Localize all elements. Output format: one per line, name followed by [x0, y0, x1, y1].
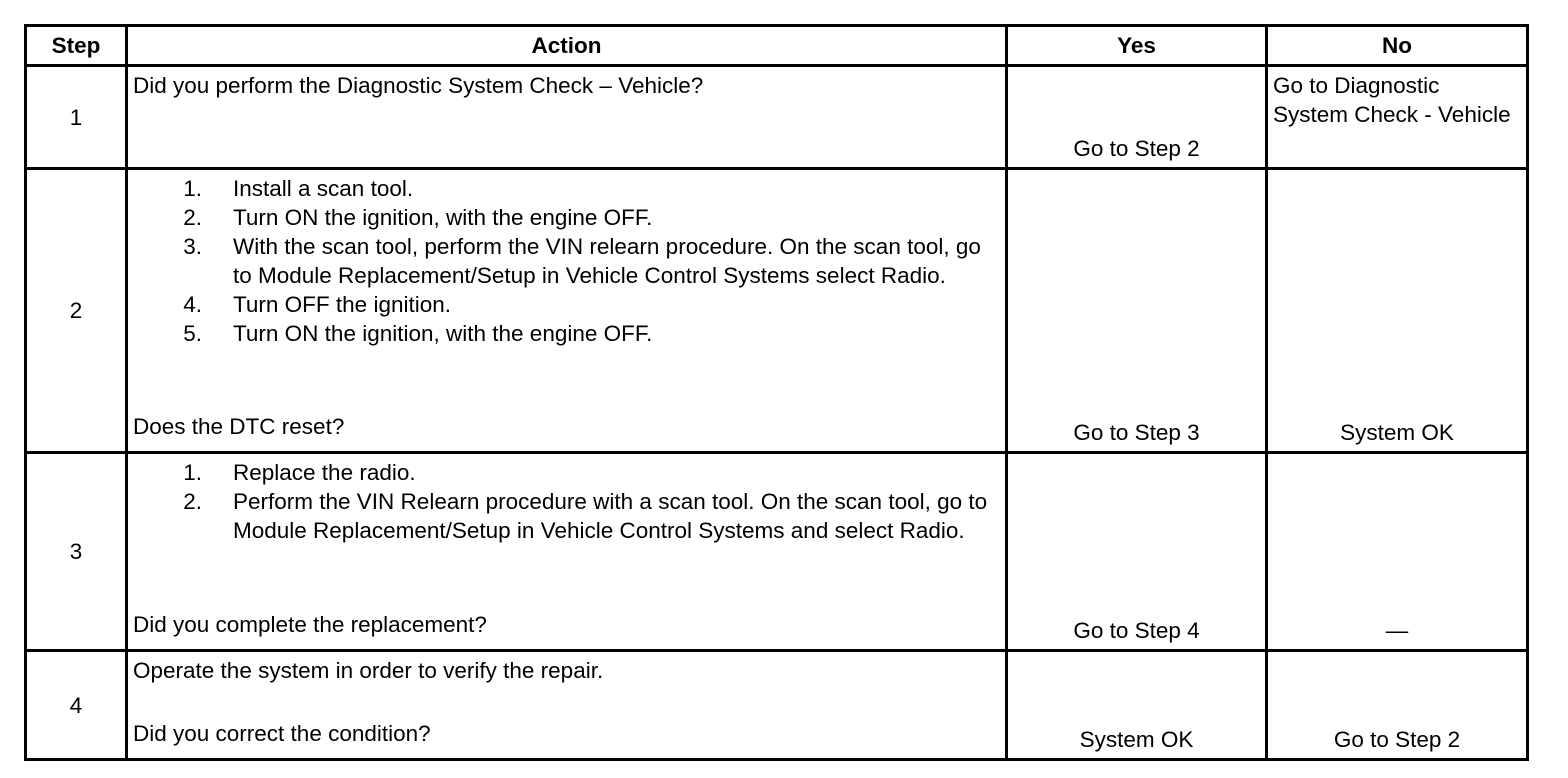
- no-cell: System OK: [1267, 169, 1528, 453]
- substep-number: 1.: [183, 176, 202, 201]
- table-row: [26, 453, 1528, 651]
- header-yes: Yes: [1007, 26, 1267, 66]
- step-number: 1: [26, 66, 127, 169]
- action-text: Operate the system in order to verify the repair.: [133, 658, 604, 683]
- table-row: [26, 169, 1528, 453]
- substep-list: [133, 174, 997, 348]
- diagnostic-table: [24, 24, 1529, 761]
- substep-text: Turn OFF the ignition.: [233, 292, 452, 317]
- substep-text: With the scan tool, perform the VIN relearn procedure. On the scan tool, go to Module Replacement/Setup in Vehicle Control Systems select Radio.: [233, 234, 981, 288]
- no-cell: Go to Diagnostic System Check - Vehicle: [1267, 66, 1528, 169]
- substep-number: 1.: [183, 460, 202, 485]
- substep-number: 5.: [183, 321, 202, 346]
- header-action: Action: [127, 26, 1007, 66]
- action-text: Did you perform the Diagnostic System Check – Vehicle?: [133, 73, 704, 98]
- substep-list: [133, 458, 997, 545]
- list-item: [133, 458, 997, 487]
- action-cell: [127, 169, 1007, 453]
- yes-cell: Go to Step 4: [1007, 453, 1267, 651]
- substep-number: 4.: [183, 292, 202, 317]
- action-question: Does the DTC reset?: [133, 414, 345, 439]
- list-item: [133, 203, 997, 232]
- header-no: No: [1267, 26, 1528, 66]
- no-cell: Go to Step 2: [1267, 651, 1528, 760]
- substep-text: Perform the VIN Relearn procedure with a scan tool. On the scan tool, go to Module Replacement/Setup in Vehicle Control Systems and select Radio.: [233, 489, 988, 543]
- substep-text: Turn ON the ignition, with the engine OFF.: [233, 321, 653, 346]
- substep-number: 2.: [183, 489, 202, 514]
- list-item: [133, 232, 997, 290]
- action-question: Did you complete the replacement?: [133, 612, 487, 637]
- list-item: [133, 290, 997, 319]
- step-number: 4: [26, 651, 127, 760]
- step-number: 2: [26, 169, 127, 453]
- yes-cell: System OK: [1007, 651, 1267, 760]
- list-item: [133, 174, 997, 203]
- substep-text: Replace the radio.: [233, 460, 416, 485]
- list-item: [133, 487, 997, 545]
- action-cell: [127, 453, 1007, 651]
- action-cell: [127, 651, 1007, 760]
- table-row: [26, 66, 1528, 169]
- no-cell: —: [1267, 453, 1528, 651]
- header-step: Step: [26, 26, 127, 66]
- yes-cell: Go to Step 3: [1007, 169, 1267, 453]
- table-row: [26, 651, 1528, 760]
- header-row: [26, 26, 1528, 66]
- substep-text: Turn ON the ignition, with the engine OFF.: [233, 205, 653, 230]
- substep-number: 2.: [183, 205, 202, 230]
- action-question: Did you correct the condition?: [133, 721, 431, 746]
- list-item: [133, 319, 997, 348]
- yes-cell: Go to Step 2: [1007, 66, 1267, 169]
- substep-number: 3.: [183, 234, 202, 259]
- step-number: 3: [26, 453, 127, 651]
- action-cell: [127, 66, 1007, 169]
- substep-text: Install a scan tool.: [233, 176, 414, 201]
